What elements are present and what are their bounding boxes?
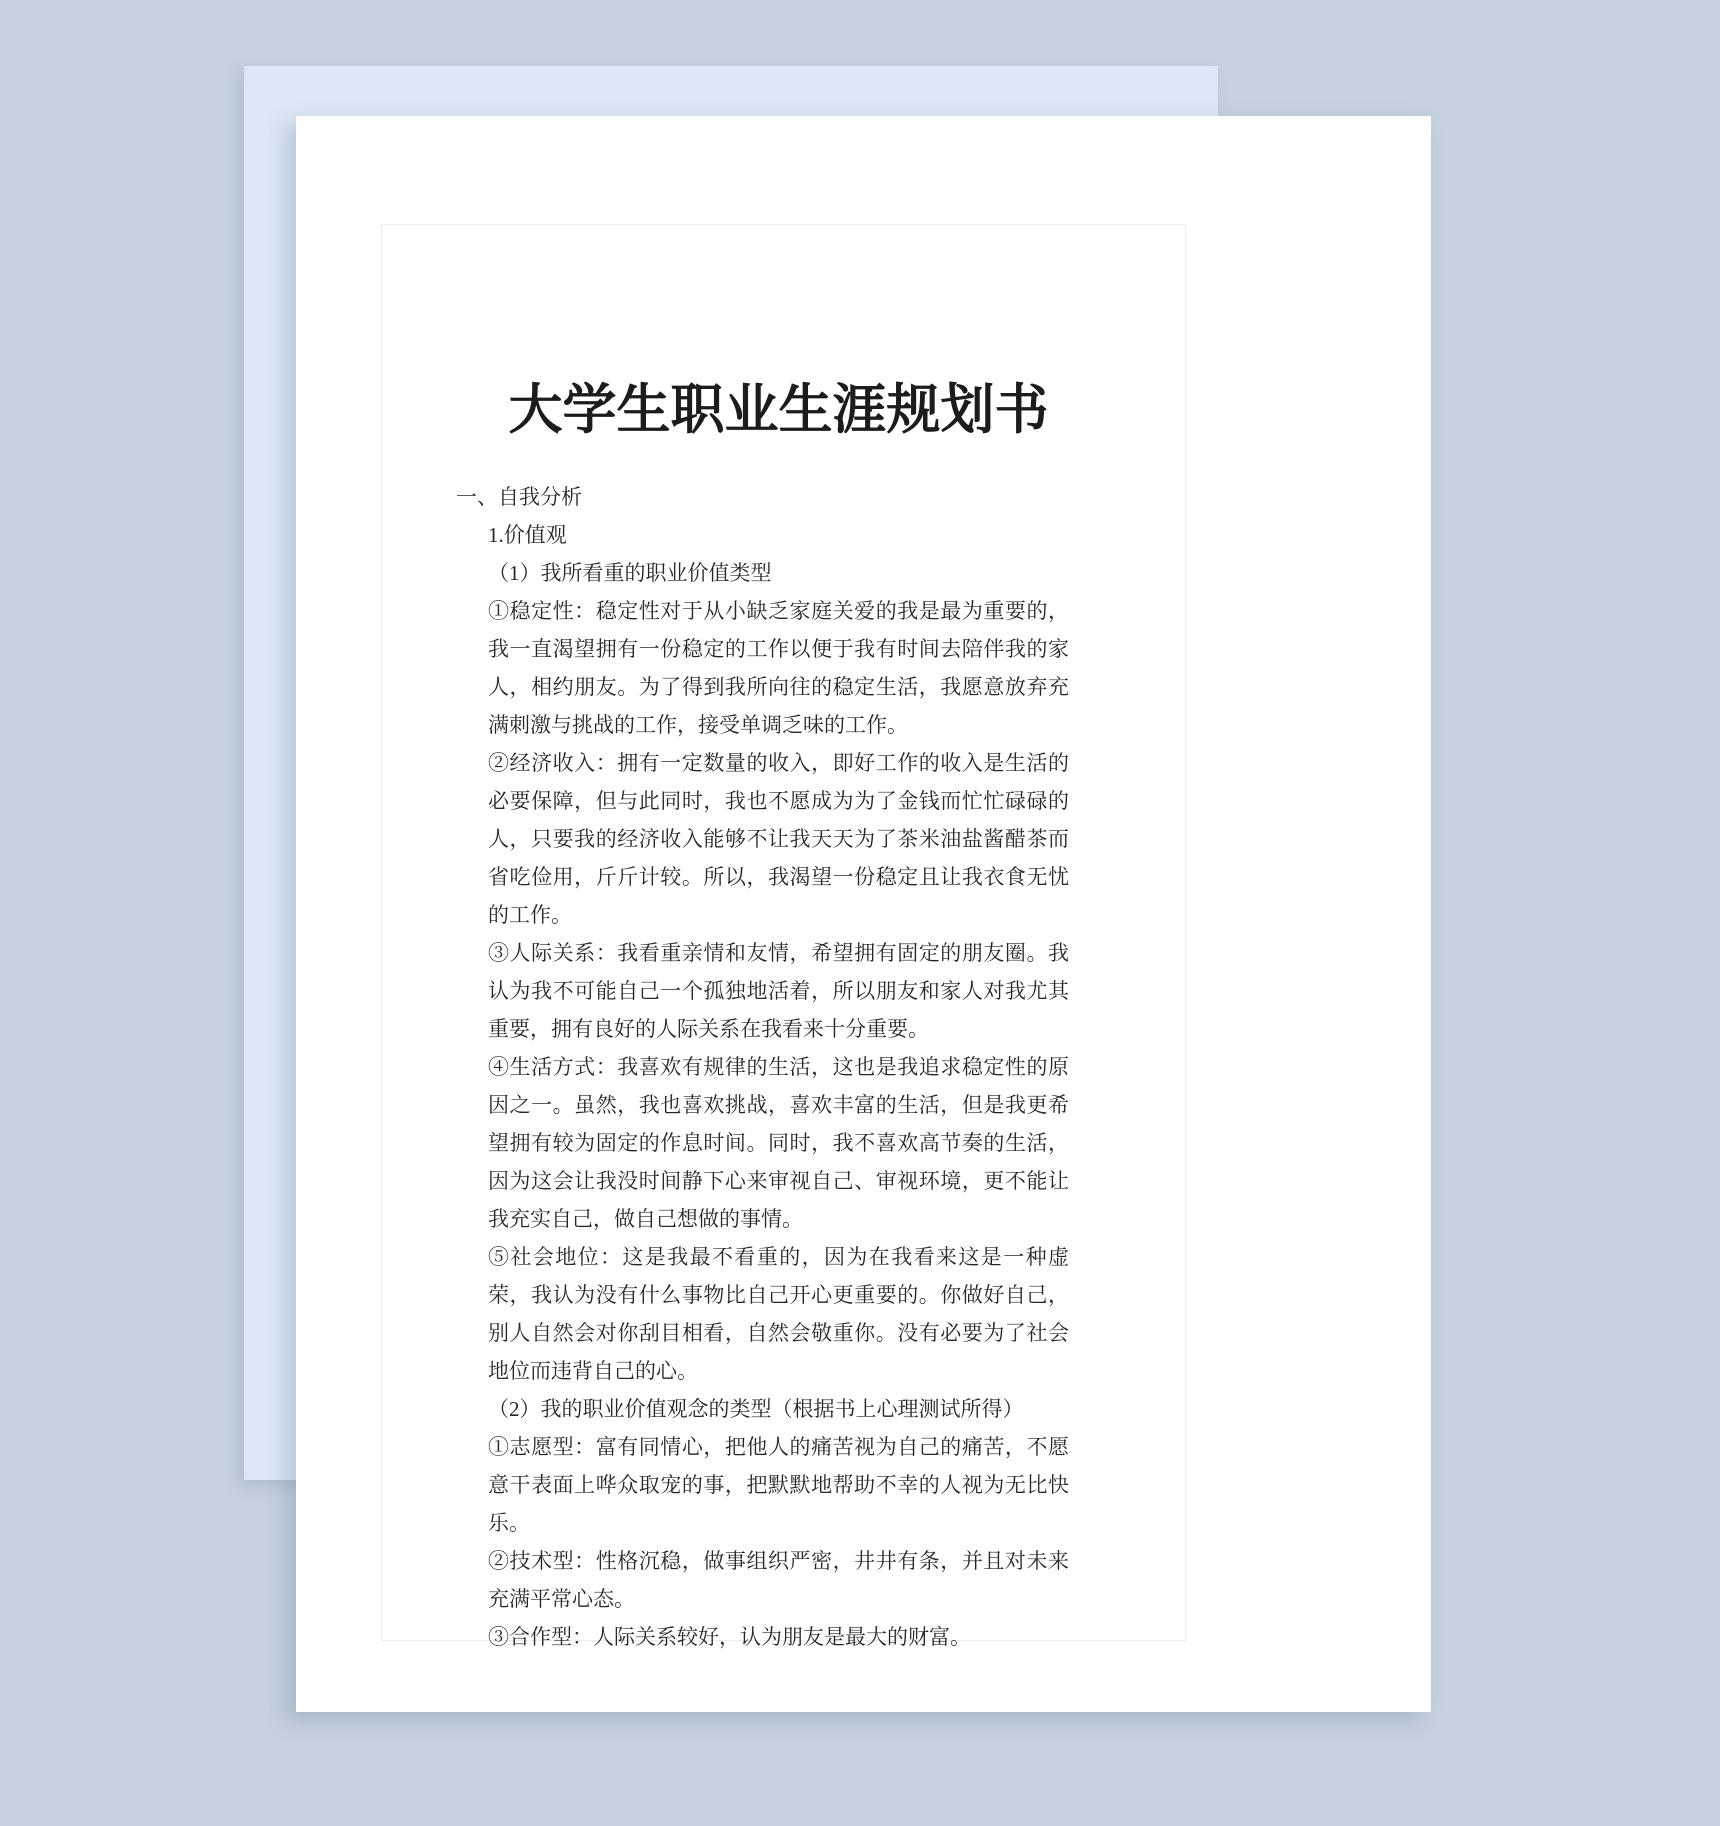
document-body (456, 478, 1069, 1656)
document-paragraph: 1.价值观 (488, 523, 567, 547)
document-paragraph: 一、自我分析 (456, 485, 582, 509)
document-paragraph: ④生活方式：我喜欢有规律的生活，这也是我追求稳定性的原因之一。虽然，我也喜欢挑战，喜欢丰富的生活，但是我更希望拥有较为固定的作息时间。同时，我不喜欢高节奏的生活，因为这会让我没时间静下心来审视自己、审视环境，更不能让我充实自己，做自己想做的事情。 (488, 1055, 1069, 1231)
document-paragraph: ①稳定性：稳定性对于从小缺乏家庭关爱的我是最为重要的，我一直渴望拥有一份稳定的工作以便于我有时间去陪伴我的家人，相约朋友。为了得到我所向往的稳定生活，我愿意放弃充满刺激与挑战的工作，接受单调乏味的工作。 (488, 599, 1069, 737)
document-title: 大学生职业生涯规划书 (508, 380, 1049, 440)
document-paragraph: ①志愿型：富有同情心，把他人的痛苦视为自己的痛苦，不愿意干表面上哗众取宠的事，把默默地帮助不幸的人视为无比快乐。 (488, 1435, 1069, 1535)
document-paragraph: ③人际关系：我看重亲情和友情，希望拥有固定的朋友圈。我认为我不可能自己一个孤独地活着，所以朋友和家人对我尤其重要，拥有良好的人际关系在我看来十分重要。 (488, 941, 1069, 1041)
document-paragraph: ②技术型：性格沉稳，做事组织严密，井井有条，并且对未来充满平常心态。 (488, 1549, 1069, 1611)
content-border (381, 224, 1186, 1649)
document-paragraph: ⑤社会地位：这是我最不看重的，因为在我看来这是一种虚荣，我认为没有什么事物比自己开心更重要的。你做好自己，别人自然会对你刮目相看，自然会敬重你。没有必要为了社会地位而违背自己的心。 (488, 1245, 1069, 1383)
document-paragraph: （1）我所看重的职业价值类型 (488, 561, 772, 585)
document-page (296, 116, 1431, 1712)
document-paragraph: ②经济收入：拥有一定数量的收入，即好工作的收入是生活的必要保障，但与此同时，我也不愿成为为了金钱而忙忙碌碌的人，只要我的经济收入能够不让我天天为了茶米油盐酱醋茶而省吃俭用，斤斤计较。所以，我渴望一份稳定且让我衣食无忧的工作。 (488, 751, 1069, 927)
document-paragraph: （2）我的职业价值观念的类型（根据书上心理测试所得） (488, 1397, 1024, 1421)
text-column (382, 225, 1185, 1656)
document-paragraph: ③合作型：人际关系较好，认为朋友是最大的财富。 (488, 1625, 971, 1649)
